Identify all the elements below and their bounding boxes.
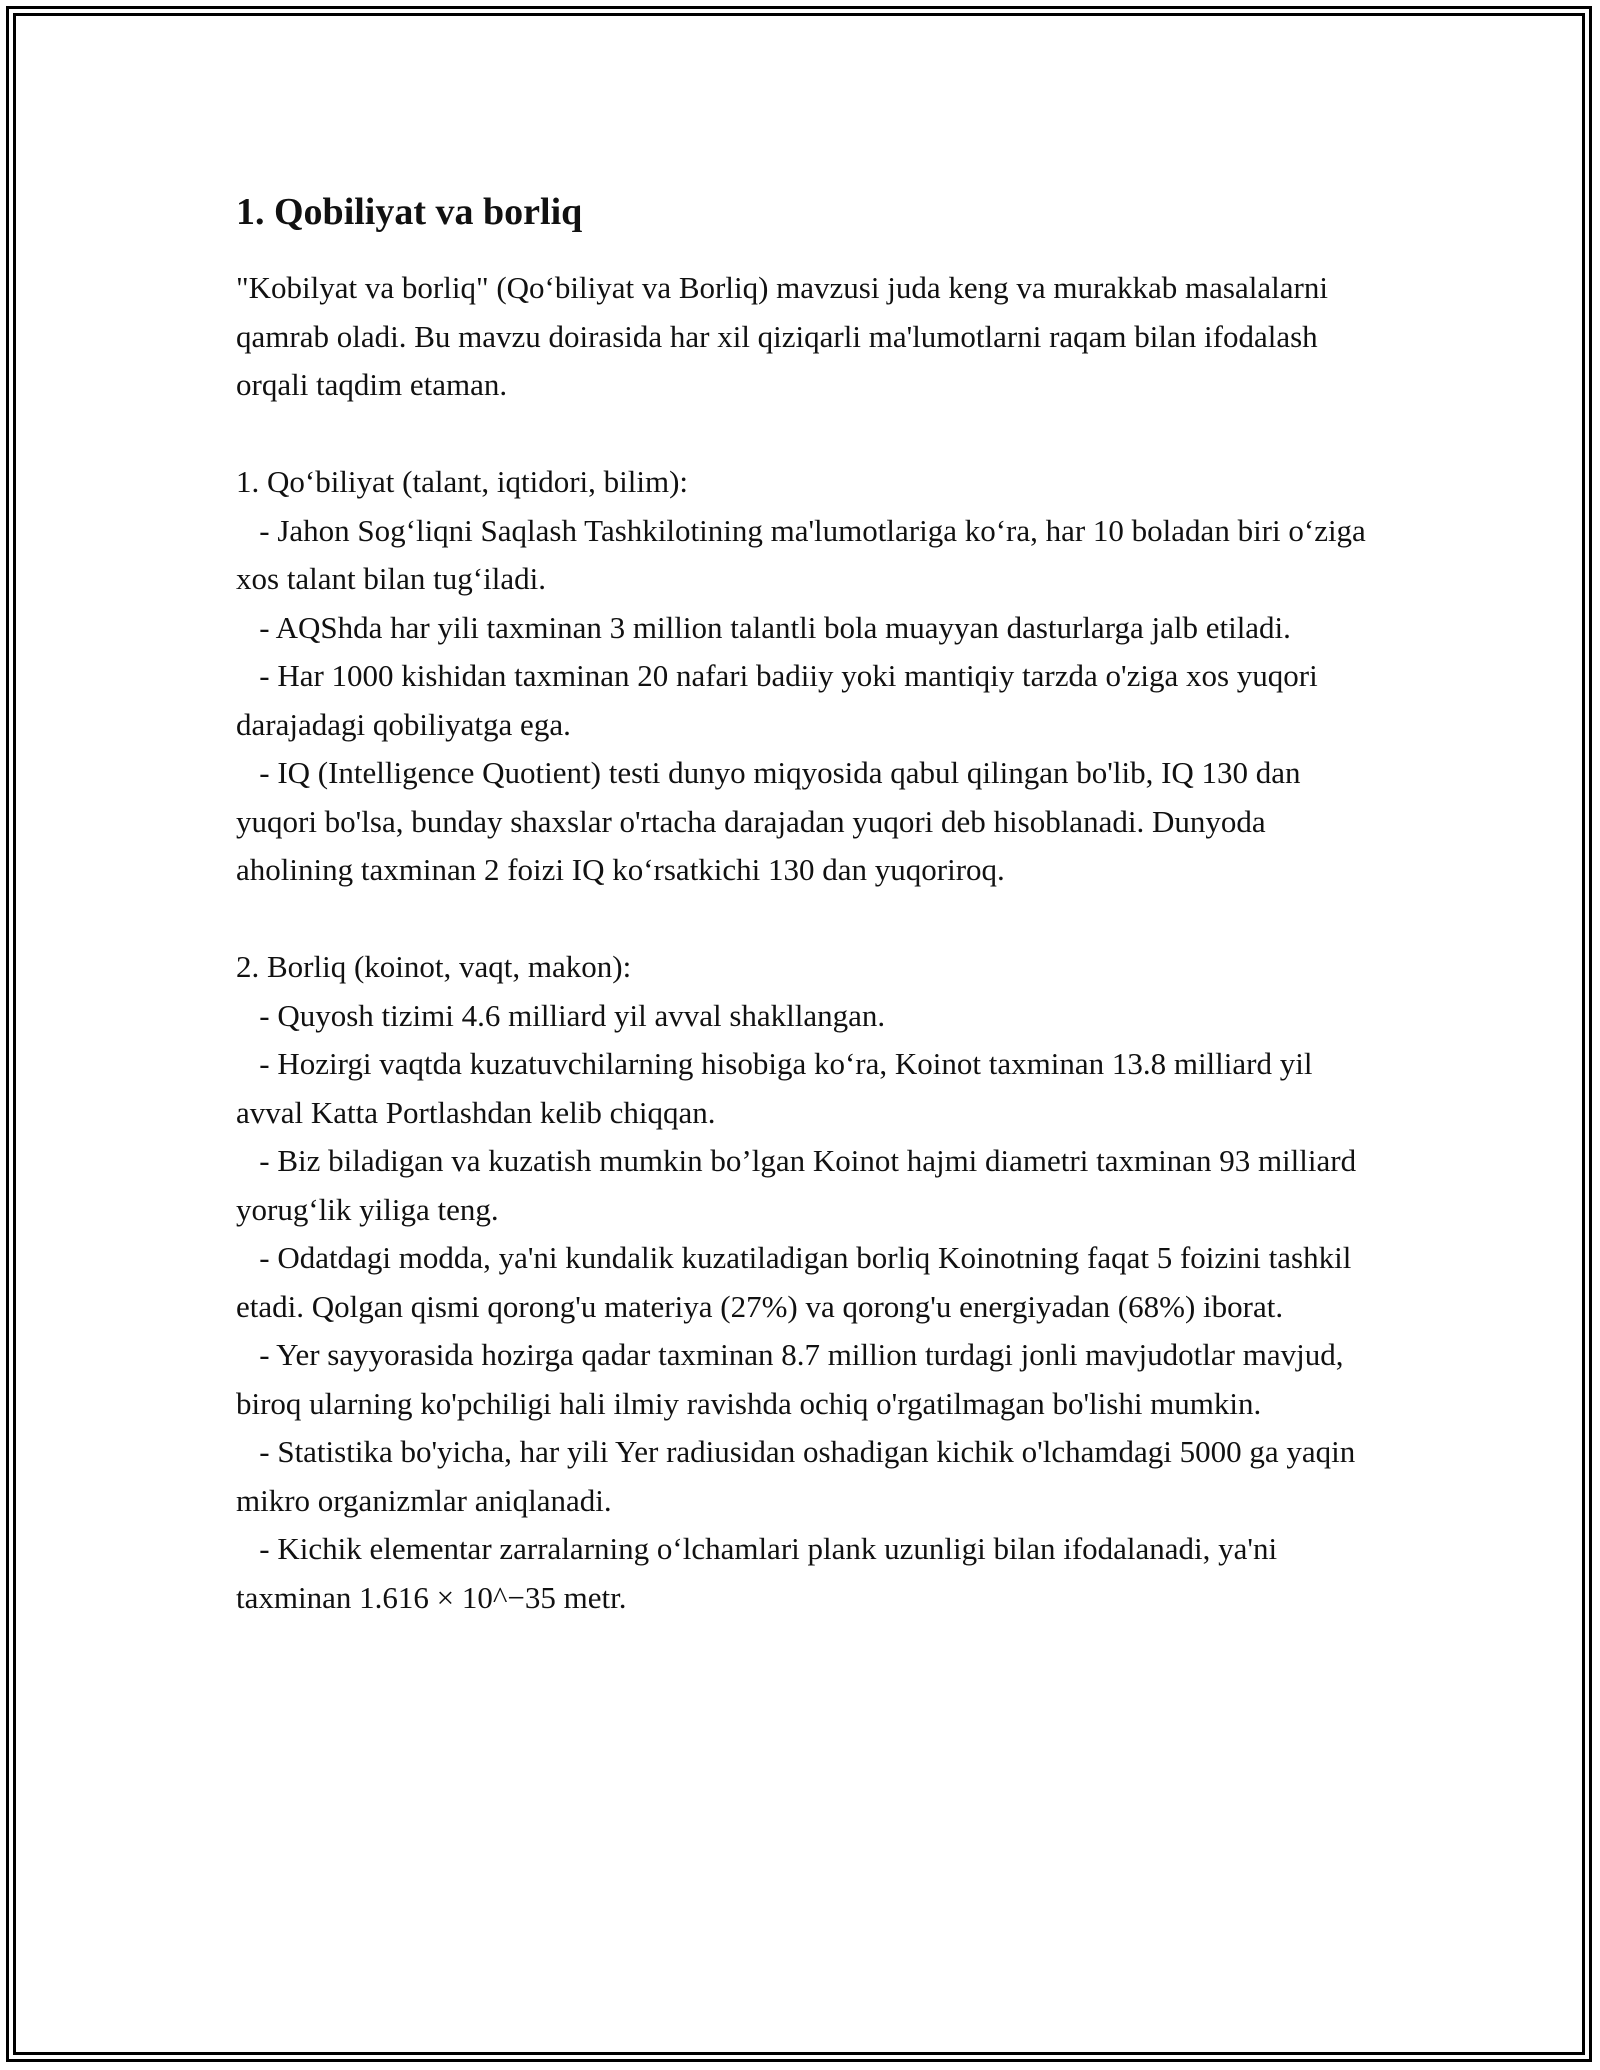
bullet-item: - Quyosh tizimi 4.6 milliard yil avval shakllangan. [236, 997, 886, 1033]
bullet-item: - Biz biladigan va kuzatish mumkin bo’lgan Koinot hajmi diametri taxminan 93 milliard yorug‘lik yiliga teng. [236, 1143, 1364, 1227]
section-existence [236, 943, 1376, 1622]
bullet-item: - AQShda har yili taxminan 3 million talantli bola muayyan dasturlarga jalb etiladi. [236, 609, 1291, 645]
bullet-item: - Statistika bo'yicha, har yili Yer radiusidan oshadigan kichik o'lchamdagi 5000 ga yaqin mikro organizmlar aniqlanadi. [236, 1434, 1363, 1518]
bullet-item: - Jahon Sog‘liqni Saqlash Tashkilotining ma'lumotlariga ko‘ra, har 10 boladan biri o‘ziga xos talant bilan tug‘iladi. [236, 512, 1374, 596]
bullet-item: - Kichik elementar zarralarning o‘lchamlari plank uzunligi bilan ifodalanadi, ya'ni taxminan 1.616 × 10^−35 metr. [236, 1531, 1285, 1615]
document-body [236, 188, 1376, 1622]
bullet-item: - IQ (Intelligence Quotient) testi dunyo miqyosida qabul qilingan bo'lib, IQ 130 dan yuqori bo'lsa, bunday shaxslar o'rtacha darajadan yuqori deb hisoblanadi. Dunyoda aholining taxminan 2 foizi IQ ko‘rsatkichi 130 dan yuqoriroq. [236, 755, 1309, 887]
section-heading: 1. Qo‘biliyat (talant, iqtidori, bilim): [236, 464, 689, 499]
section-abilities [236, 458, 1376, 895]
bullet-item: - Har 1000 kishidan taxminan 20 nafari badiiy yoki mantiqiy tarzda o'ziga xos yuqori darajadagi qobiliyatga ega. [236, 658, 1326, 742]
section-heading: 2. Borliq (koinot, vaqt, makon): [236, 949, 632, 984]
bullet-item: - Odatdagi modda, ya'ni kundalik kuzatiladigan borliq Koinotning faqat 5 foizini tashkil etadi. Qolgan qismi qorong'u materiya (27%) va qorong'u energiyadan (68%) iborat. [236, 1240, 1360, 1324]
bullet-item: - Yer sayyorasida hozirga qadar taxminan 8.7 million turdagi jonli mavjudotlar mavjud, biroq ularning ko'pchiligi hali ilmiy ravishda ochiq o'rgatilmagan bo'lishi mumkin. [236, 1337, 1352, 1421]
paragraph-gap [236, 410, 1376, 459]
intro-paragraph: "Kobilyat va borliq" (Qo‘biliyat va Borliq) mavzusi juda keng va murakkab masalalarni qamrab oladi. Bu mavzu doirasida har xil qiziqarli ma'lumotlarni raqam bilan ifodalash orqali taqdim etaman. [236, 270, 1328, 402]
bullet-item: - Hozirgi vaqtda kuzatuvchilarning hisobiga ko‘ra, Koinot taxminan 13.8 milliard yil avval Katta Portlashdan kelib chiqqan. [236, 1046, 1321, 1130]
document-title: 1. Qobiliyat va borliq [236, 191, 583, 233]
paragraph-gap [236, 895, 1376, 944]
